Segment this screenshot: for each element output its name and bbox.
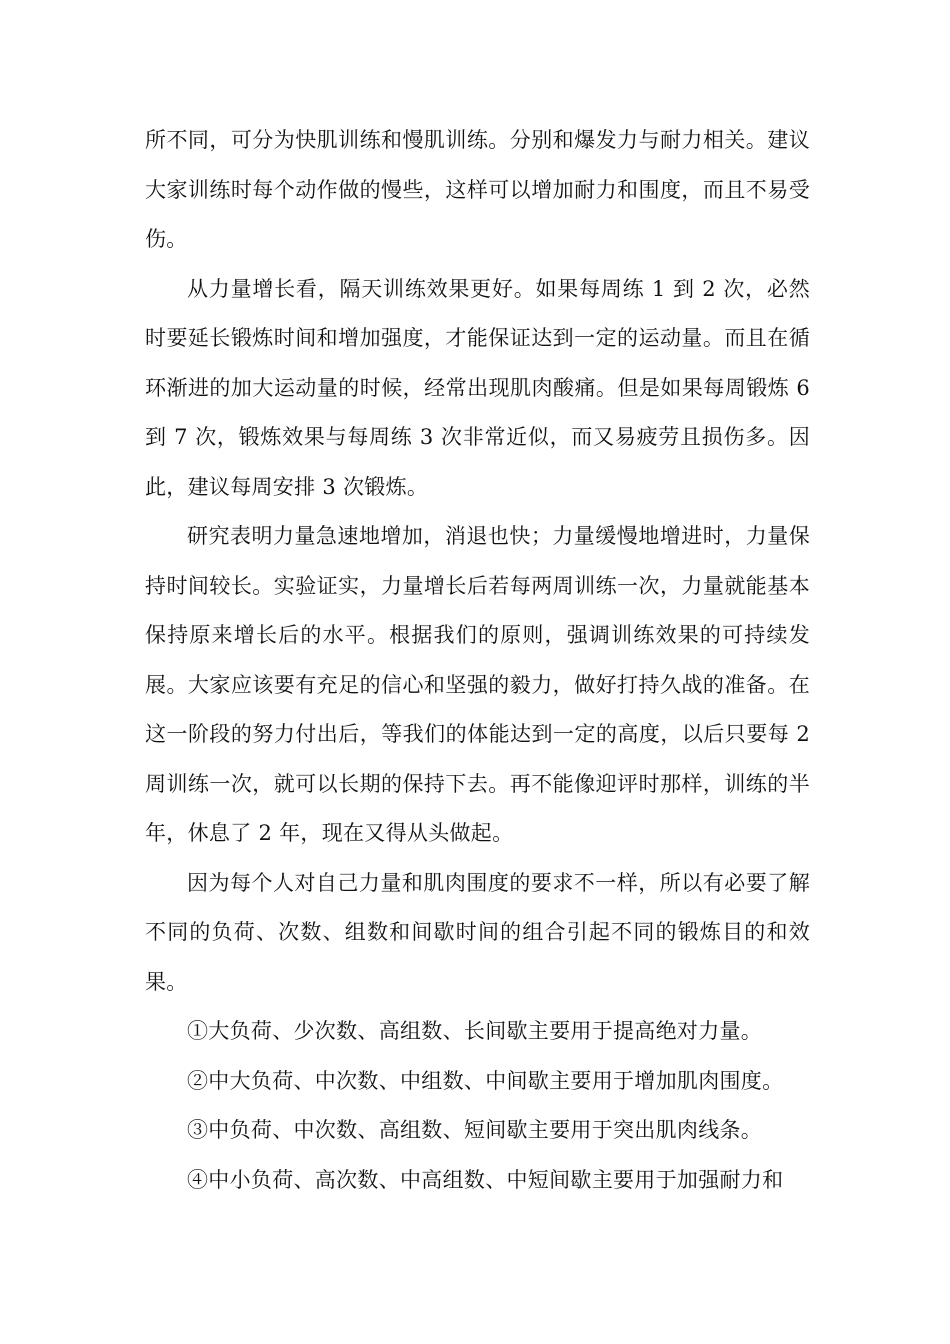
list-item-muscle-definition: ③中负荷、中次数、高组数、短间歇主要用于突出肌肉线条。 xyxy=(187,1118,763,1142)
paragraph-training-types: 所不同，可分为快肌训练和慢肌训练。分别和爆发力与耐力相关。建议大家训练时每个动作做的慢些，这样可以增加耐力和围度，而且不易受伤。 xyxy=(145,128,810,251)
paragraph-training-frequency: 从力量增长看，隔天训练效果更好。如果每周练 1 到 2 次，必然时要延长锻炼时间和增加强度，才能保证达到一定的运动量。而且在循环渐进的加大运动量的时候，经常出现肌肉酸痛。但是如果每周锻炼 6 到 7 次，锻炼效果与每周练 3 次非常近似，而又易疲劳且损伤多。因此，建议每周安排 3 次锻炼。 xyxy=(145,276,810,499)
list-item-endurance: ④中小负荷、高次数、中高组数、中短间歇主要用于加强耐力和 xyxy=(187,1167,784,1192)
list-item-absolute-strength: ①大负荷、少次数、高组数、长间歇主要用于提高绝对力量。 xyxy=(187,1019,763,1043)
paragraph-strength-retention: 研究表明力量急速地增加，消退也快；力量缓慢地增进时，力量保持时间较长。实验证实，力量增长后若每两周训练一次，力量就能基本保持原来增长后的水平。根据我们的原则，强调训练效果的可持续发展。大家应该要有充足的信心和坚强的毅力，做好打持久战的准备。在这一阶段的努力付出后，等我们的体能达到一定的高度，以后只要每 2 周训练一次，就可以长期的保持下去。再不能像迎评时那样，训练的半年，休息了 2 年，现在又得从头做起。 xyxy=(145,524,810,845)
document-body xyxy=(145,116,810,1205)
list-item-muscle-girth: ②中大负荷、中次数、中组数、中间歇主要用于增加肌肉围度。 xyxy=(187,1068,784,1093)
paragraph-load-combinations: 因为每个人对自己力量和肌肉围度的要求不一样，所以有必要了解不同的负荷、次数、组数和间歇时间的组合引起不同的锻炼目的和效果。 xyxy=(145,870,810,994)
